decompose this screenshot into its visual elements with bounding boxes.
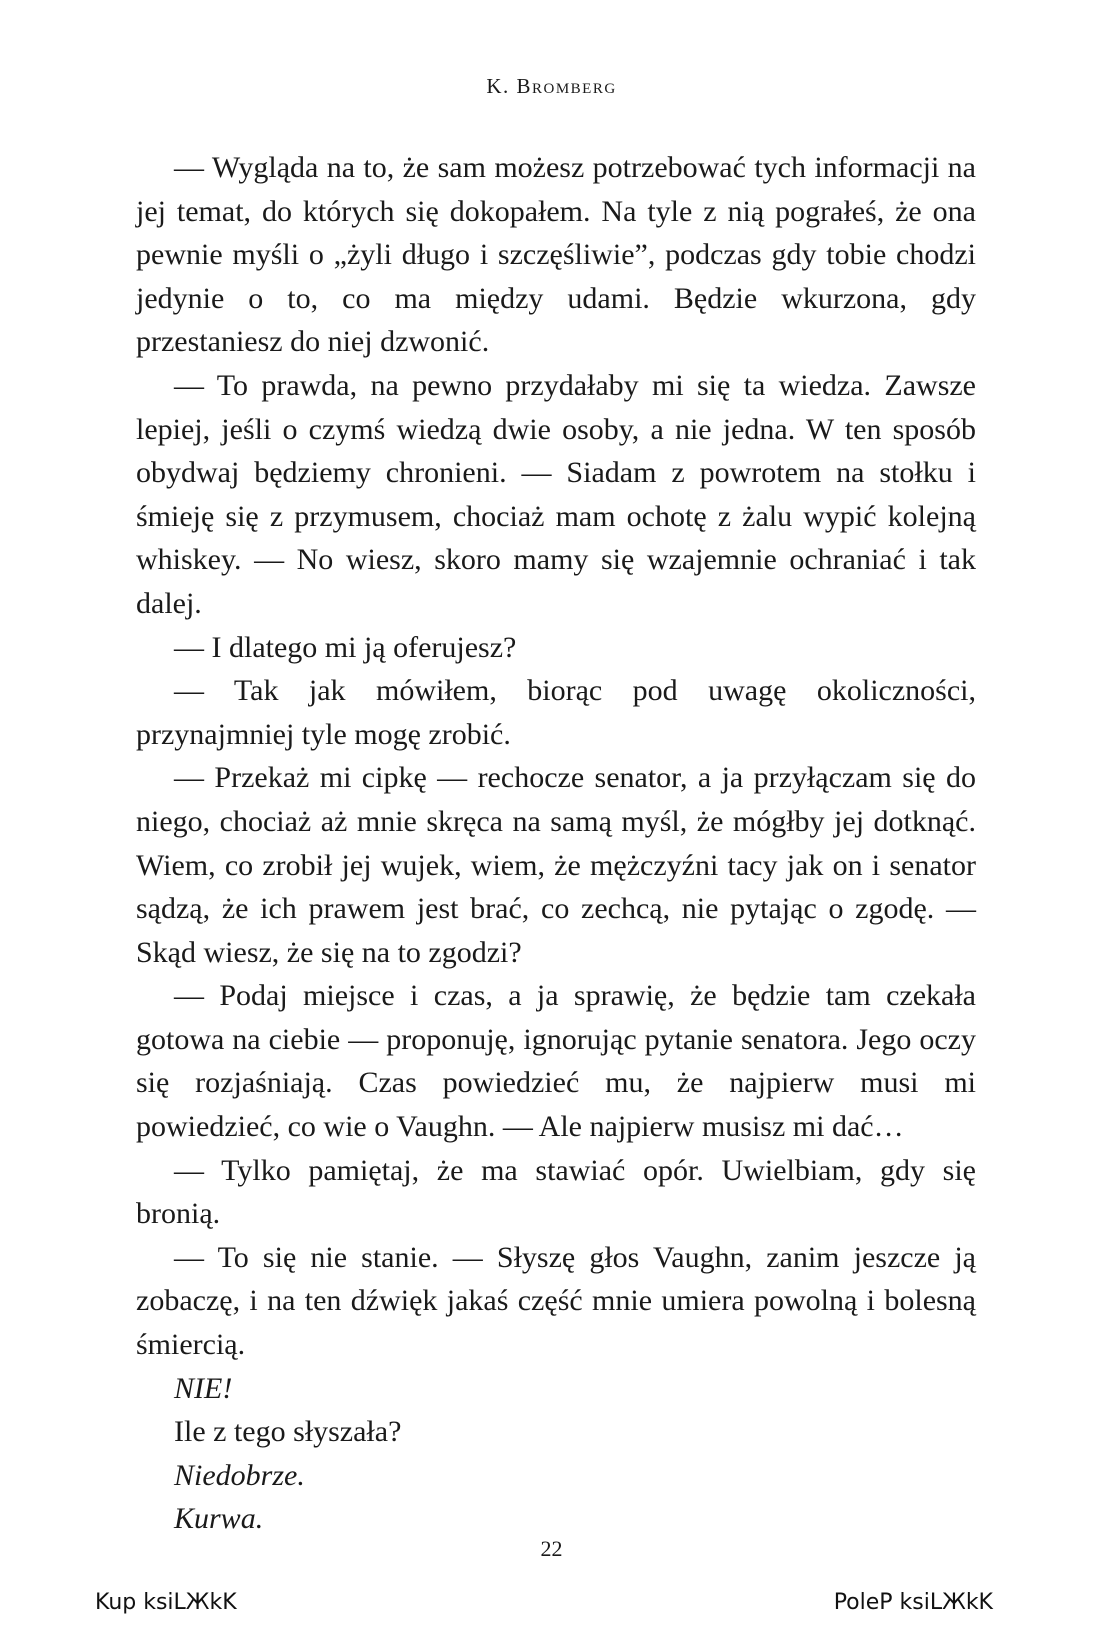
paragraph-1: — Wygląda na to, że sam możesz potrzebować tych informacji na jej temat, do których się dokopałem. Na tyle z nią pograłeś, że ona pewnie myśli o „żyli długo i szczęśliwie”, podczas gdy tobie chodzi jedynie o to, co ma między udami. Będzie wkurzona, gdy przestaniesz do niej dzwonić. <box>136 151 976 359</box>
paragraph-5: — Przekaż mi cipkę — rechocze senator, a ja przyłączam się do niego, chociaż aż mnie skręca na samą myśl, że mógłby jej dotknąć. Wiem, co zrobił jej wujek, wiem, że mężczyźni tacy jak on i senator sądzą, że ich prawem jest brać, co zechcą, nie pytając o zgodę. — Skąd wiesz, że się na to zgodzi? <box>136 761 976 969</box>
paragraph-12: Kurwa. <box>174 1502 264 1536</box>
paragraph-6: — Podaj miejsce i czas, a ja sprawię, że będzie tam czekała gotowa na ciebie — proponuję, ignorując pytanie senatora. Jego oczy się rozjaśniają. Czas powiedzieć mu, że najpierw musi mi powiedzieć, co wie o Vaughn. — Ale najpierw musisz mi dać… <box>136 979 976 1144</box>
paragraph-2: — To prawda, na pewno przydałaby mi się ta wiedza. Zawsze lepiej, jeśli o czymś wiedzą dwie osoby, a nie jedna. W ten sposób obydwaj będziemy chronieni. — Siadam z powrotem na stołku i śmieję się z przymusem, chociaż mam ochotę z żalu wypić kolejną whiskey. — No wiesz, skoro mamy się wzajemnie ochraniać i tak dalej. <box>136 368 976 620</box>
buy-book-link[interactable]: Kup ksiLЖkK <box>95 1590 237 1615</box>
recommend-book-link[interactable]: PoleP ksiLЖkK <box>833 1590 993 1615</box>
running-head: K. Bromberg <box>486 74 617 98</box>
paragraph-3: — I dlatego mi ją oferujesz? <box>174 630 517 664</box>
paragraph-10: Ile z tego słyszała? <box>174 1415 402 1449</box>
paragraph-9: NIE! <box>174 1371 233 1405</box>
paragraph-4: — Tak jak mówiłem, biorąc pod uwagę okoliczności, przynajmniej tyle mogę zrobić. <box>136 674 976 751</box>
paragraph-7: — Tylko pamiętaj, że ma stawiać opór. Uwielbiam, gdy się bronią. <box>136 1153 976 1231</box>
body-text <box>136 146 976 1541</box>
paragraph-8: — To się nie stanie. — Słyszę głos Vaughn, zanim jeszcze ją zobaczę, i na ten dźwięk jakaś część mnie umiera powolną i bolesną śmiercią. <box>136 1240 976 1362</box>
page-number: 22 <box>540 1536 563 1561</box>
paragraph-11: Niedobrze. <box>174 1458 305 1492</box>
